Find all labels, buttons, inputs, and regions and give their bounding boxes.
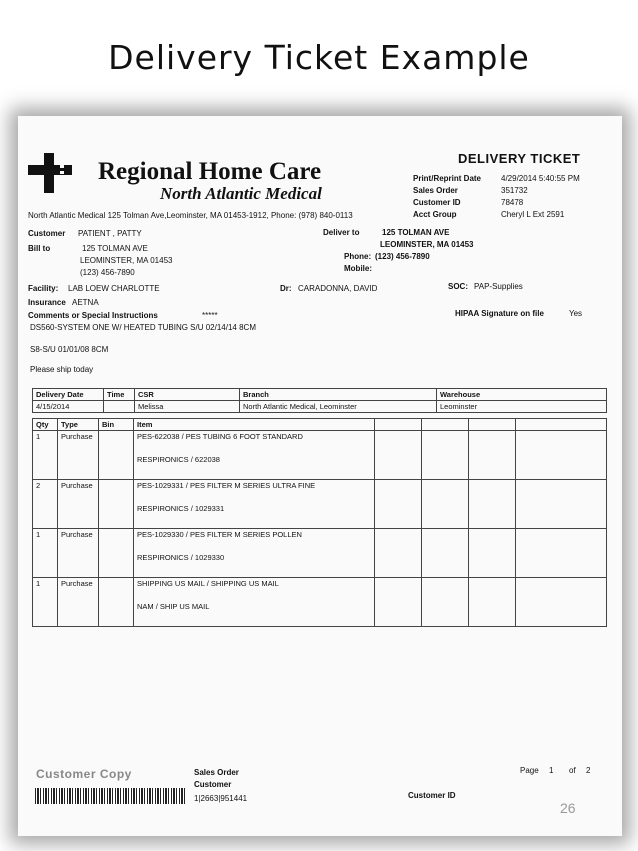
footer-sales-order-label: Sales Order — [194, 768, 239, 777]
footer-customer-id-label: Customer ID — [408, 791, 456, 800]
comment-line3: Please ship today — [30, 365, 94, 374]
row-bin — [99, 431, 134, 480]
print-date-value: 4/29/2014 5:40:55 PM — [501, 174, 580, 183]
insurance-value: AETNA — [72, 298, 99, 307]
col-blank-4 — [516, 419, 607, 431]
col-qty: Qty — [33, 419, 58, 431]
item-vendor: RESPIRONICS / 1029330 — [137, 553, 225, 562]
item-description: PES-622038 / PES TUBING 6 FOOT STANDARD — [137, 432, 303, 441]
table-row — [33, 578, 607, 627]
col-blank-2 — [422, 419, 469, 431]
sales-order-label: Sales Order — [413, 186, 458, 195]
col-type: Type — [58, 419, 99, 431]
comments-label: Comments or Special Instructions — [28, 311, 158, 320]
delivery-date-value: 4/15/2014 — [33, 401, 104, 413]
row-item — [134, 431, 375, 480]
row-item — [134, 480, 375, 529]
item-vendor: RESPIRONICS / 1029331 — [137, 504, 225, 513]
print-date-label: Print/Reprint Date — [413, 174, 482, 183]
col-csr: CSR — [135, 389, 240, 401]
item-description: SHIPPING US MAIL / SHIPPING US MAIL — [137, 579, 279, 588]
bill-line3: (123) 456-7890 — [80, 268, 135, 277]
col-blank-1 — [375, 419, 422, 431]
row-qty: 1 — [33, 431, 58, 480]
facility-value: LAB LOEW CHARLOTTE — [68, 284, 160, 293]
item-vendor: NAM / SHIP US MAIL — [137, 602, 210, 611]
acct-group-label: Acct Group — [413, 210, 457, 219]
bill-to-label: Bill to — [28, 244, 51, 253]
row-item — [134, 529, 375, 578]
delivery-info-value-row — [33, 401, 607, 413]
cross-logo-icon — [28, 153, 84, 193]
branch-value: North Atlantic Medical, Leominster — [240, 401, 437, 413]
row-type: Purchase — [58, 529, 99, 578]
deliver-to-label: Deliver to — [323, 228, 360, 237]
time-value — [104, 401, 135, 413]
item-description: PES-1029330 / PES FILTER M SERIES POLLEN — [137, 530, 302, 539]
item-description: PES-1029331 / PES FILTER M SERIES ULTRA FINE — [137, 481, 316, 490]
customer-id-label: Customer ID — [413, 198, 461, 207]
dr-value: CARADONNA, DAVID — [298, 284, 378, 293]
soc-value: PAP-Supplies — [474, 282, 523, 291]
barcode-text: 1|2663|951441 — [194, 794, 248, 803]
col-item: Item — [134, 419, 375, 431]
page-value: 1 — [549, 766, 554, 775]
delivery-info-header-row — [33, 389, 607, 401]
sales-order-value: 351732 — [501, 186, 528, 195]
facility-label: Facility: — [28, 284, 59, 293]
ticket-title: DELIVERY TICKET — [458, 151, 581, 166]
acct-group-value: Cheryl L Ext 2591 — [501, 210, 565, 219]
slide-page-number: 26 — [560, 800, 576, 816]
customer-label: Customer — [28, 229, 66, 238]
row-bin — [99, 529, 134, 578]
comment-line1: DS560-SYSTEM ONE W/ HEATED TUBING S/U 02/14/14 8CM — [30, 323, 256, 332]
customer-copy-label: Customer Copy — [36, 767, 132, 781]
company-subname: North Atlantic Medical — [160, 184, 322, 203]
col-warehouse: Warehouse — [437, 389, 607, 401]
delivery-ticket-document — [18, 116, 622, 836]
items-table — [32, 418, 607, 627]
row-qty: 1 — [33, 578, 58, 627]
col-bin: Bin — [99, 419, 134, 431]
hipaa-label: HIPAA Signature on file — [455, 309, 544, 318]
row-qty: 2 — [33, 480, 58, 529]
customer-id-value: 78478 — [501, 198, 524, 207]
table-row — [33, 480, 607, 529]
bill-line2: LEOMINSTER, MA 01453 — [80, 256, 173, 265]
row-bin — [99, 480, 134, 529]
row-type: Purchase — [58, 480, 99, 529]
deliver-line2: LEOMINSTER, MA 01453 — [380, 240, 474, 249]
dr-label: Dr: — [280, 284, 292, 293]
phone-label: Phone: — [344, 252, 372, 261]
comments-stars: ***** — [202, 311, 218, 320]
row-qty: 1 — [33, 529, 58, 578]
customer-value: PATIENT , PATTY — [78, 229, 142, 238]
of-label: of — [569, 766, 576, 775]
col-blank-3 — [469, 419, 516, 431]
insurance-label: Insurance — [28, 298, 66, 307]
slide-title: Delivery Ticket Example — [108, 38, 530, 77]
soc-label: SOC: — [448, 282, 468, 291]
bill-line1: 125 TOLMAN AVE — [82, 244, 148, 253]
col-time: Time — [104, 389, 135, 401]
footer-customer-label: Customer — [194, 780, 232, 789]
items-header-row — [33, 419, 607, 431]
of-value: 2 — [586, 766, 591, 775]
item-vendor: RESPIRONICS / 622038 — [137, 455, 220, 464]
row-type: Purchase — [58, 578, 99, 627]
hipaa-value: Yes — [569, 309, 583, 318]
mobile-label: Mobile: — [344, 264, 372, 273]
comment-line2: S8-S/U 01/01/08 8CM — [30, 345, 109, 354]
delivery-info-table — [32, 388, 607, 413]
company-address: North Atlantic Medical 125 Tolman Ave,Leominster, MA 01453-1912, Phone: (978) 840-0113 — [28, 211, 353, 220]
col-delivery-date: Delivery Date — [33, 389, 104, 401]
csr-value: Melissa — [135, 401, 240, 413]
row-item — [134, 578, 375, 627]
row-type: Purchase — [58, 431, 99, 480]
table-row — [33, 431, 607, 480]
row-bin — [99, 578, 134, 627]
deliver-line1: 125 TOLMAN AVE — [382, 228, 450, 237]
table-row — [33, 529, 607, 578]
col-branch: Branch — [240, 389, 437, 401]
barcode — [35, 788, 185, 804]
company-name: Regional Home Care — [98, 158, 322, 185]
page-label: Page — [520, 766, 539, 775]
phone-value: (123) 456-7890 — [375, 252, 430, 261]
warehouse-value: Leominster — [437, 401, 607, 413]
